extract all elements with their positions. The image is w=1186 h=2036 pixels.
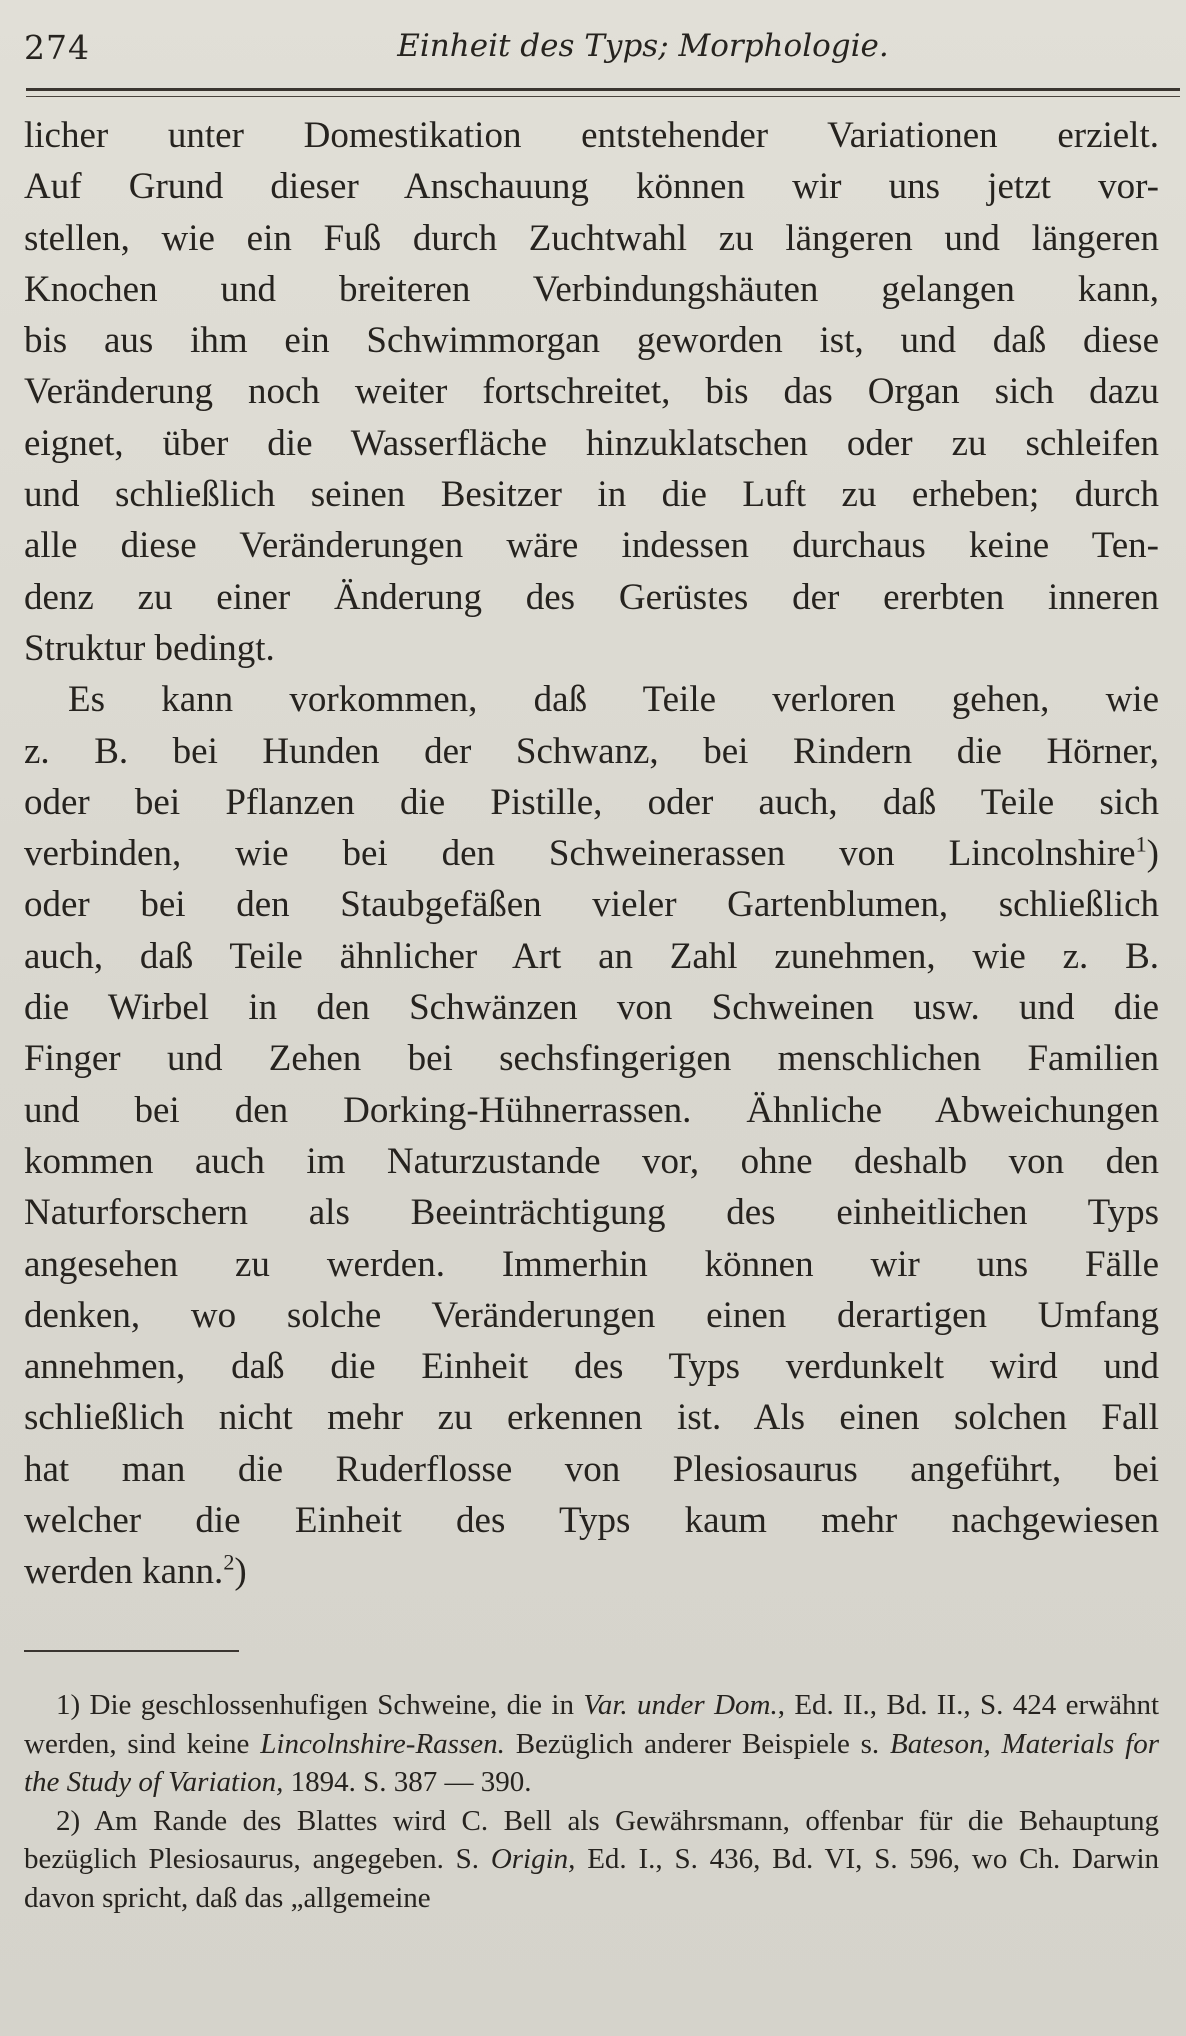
footnote-ref-1-paren: ) bbox=[1146, 833, 1159, 875]
footnote-italic: Var. under Dom. bbox=[583, 1689, 778, 1721]
footnote-italic: Origin, bbox=[490, 1843, 576, 1875]
text-line: und bei den Dorking-Hühnerrassen. Ähnliche Abweichungen bbox=[24, 1089, 1159, 1131]
main-text bbox=[24, 110, 1159, 1598]
footnote-text: , Ed. II., Bd. II., S. 424 erwähnt werden, sind keine bbox=[24, 1689, 1160, 1760]
text-line: und schließlich seinen Besitzer in die Luft zu erheben; durch bbox=[24, 474, 1159, 516]
text-line: schließlich nicht mehr zu erkennen ist. Als einen solchen Fall bbox=[24, 1397, 1159, 1439]
footnote-2 bbox=[24, 1802, 1159, 1918]
text-line bbox=[24, 674, 1159, 725]
paragraph-start: Es kann vorkommen, daß Teile verloren gehen, wie bbox=[68, 679, 1159, 721]
text-line: die Wirbel in den Schwänzen von Schweinen usw. und die bbox=[24, 987, 1159, 1029]
footnotes bbox=[24, 1686, 1159, 1917]
text-line: denz zu einer Änderung des Gerüstes der ererbten inneren bbox=[24, 576, 1159, 618]
footnote-text: Die geschlossenhufigen Schweine, die in bbox=[89, 1689, 574, 1721]
text-line-content: werden kann. bbox=[24, 1551, 224, 1593]
footnote-ref-2[interactable]: 2 bbox=[223, 1549, 235, 1575]
header-rule bbox=[26, 88, 1180, 91]
footnote-marker: 2) bbox=[56, 1804, 81, 1837]
text-line: Veränderung noch weiter fortschreitet, bis das Organ sich dazu bbox=[24, 371, 1159, 413]
footnote-italic: Bateson, Materials for the Study of Variation, bbox=[24, 1727, 1160, 1798]
text-line bbox=[24, 1546, 1159, 1597]
text-line: licher unter Domestikation entstehender Variationen erzielt. bbox=[24, 115, 1159, 156]
footnote-text: Ed. I., S. 436, Bd. VI, S. 596, wo Ch. Darwin davon spricht, daß das „allgemeine bbox=[24, 1843, 1160, 1914]
text-line: kommen auch im Naturzustande vor, ohne deshalb von den bbox=[24, 1140, 1159, 1182]
footnote-1 bbox=[24, 1686, 1159, 1802]
text-line: oder bei Pflanzen die Pistille, oder auch, daß Teile sich bbox=[24, 781, 1159, 823]
text-line: z. B. bei Hunden der Schwanz, bei Rindern die Hörner, bbox=[24, 730, 1159, 772]
text-line: bis aus ihm ein Schwimmorgan geworden ist, und daß diese bbox=[24, 320, 1159, 362]
text-line: alle diese Veränderungen wäre indessen durchaus keine Ten- bbox=[24, 525, 1159, 567]
footnote-italic: Lincolnshire-Rassen. bbox=[260, 1727, 505, 1760]
text-line: stellen, wie ein Fuß durch Zuchtwahl zu längeren und längeren bbox=[24, 217, 1159, 259]
text-line bbox=[24, 828, 1159, 879]
footnote-ref-2-paren: ) bbox=[234, 1551, 247, 1593]
header-rule-thin bbox=[26, 96, 1180, 97]
text-line: angesehen zu werden. Immerhin können wir uns Fälle bbox=[24, 1243, 1159, 1285]
text-line-content: verbinden, wie bei den Schweinerassen von Lincolnshire bbox=[24, 833, 1136, 875]
text-line: denken, wo solche Veränderungen einen derartigen Umfang bbox=[24, 1294, 1159, 1336]
footnote-rule bbox=[24, 1650, 239, 1652]
text-line: Naturforschern als Beeinträchtigung des einheitlichen Typs bbox=[24, 1192, 1159, 1234]
text-line: Auf Grund dieser Anschauung können wir uns jetzt vor- bbox=[24, 166, 1159, 208]
footnote-text: Am Rande des Blattes wird C. Bell als Gewährsmann, offenbar für die Behauptung bezüglich Plesiosaurus, angegeben. S. bbox=[24, 1804, 1159, 1875]
page-header bbox=[24, 28, 1172, 74]
text-line: auch, daß Teile ähnlicher Art an Zahl zunehmen, wie z. B. bbox=[24, 935, 1159, 977]
footnote-ref-1[interactable]: 1 bbox=[1135, 831, 1147, 857]
text-line: Finger und Zehen bei sechsfingerigen menschlichen Familien bbox=[24, 1038, 1159, 1080]
text-line: annehmen, daß die Einheit des Typs verdunkelt wird und bbox=[24, 1346, 1159, 1388]
footnote-text: Bezüglich anderer Beispiele s. bbox=[515, 1727, 880, 1760]
text-line: oder bei den Staubgefäßen vieler Gartenblumen, schließlich bbox=[24, 884, 1159, 926]
text-line: welcher die Einheit des Typs kaum mehr nachgewiesen bbox=[24, 1500, 1159, 1542]
text-line: eignet, über die Wasserfläche hinzuklatschen oder zu schleifen bbox=[24, 422, 1159, 464]
footnote-text: 1894. S. 387 — 390. bbox=[290, 1766, 532, 1798]
footnote-marker: 1) bbox=[56, 1689, 81, 1721]
text-line: hat man die Ruderflosse von Plesiosaurus angeführt, bei bbox=[24, 1448, 1159, 1490]
page-number: 274 bbox=[24, 28, 90, 67]
text-line: Struktur bedingt. bbox=[24, 627, 275, 669]
running-title: Einheit des Typs; Morphologie. bbox=[397, 28, 889, 64]
text-line: Knochen und breiteren Verbindungshäuten gelangen kann, bbox=[24, 268, 1159, 310]
